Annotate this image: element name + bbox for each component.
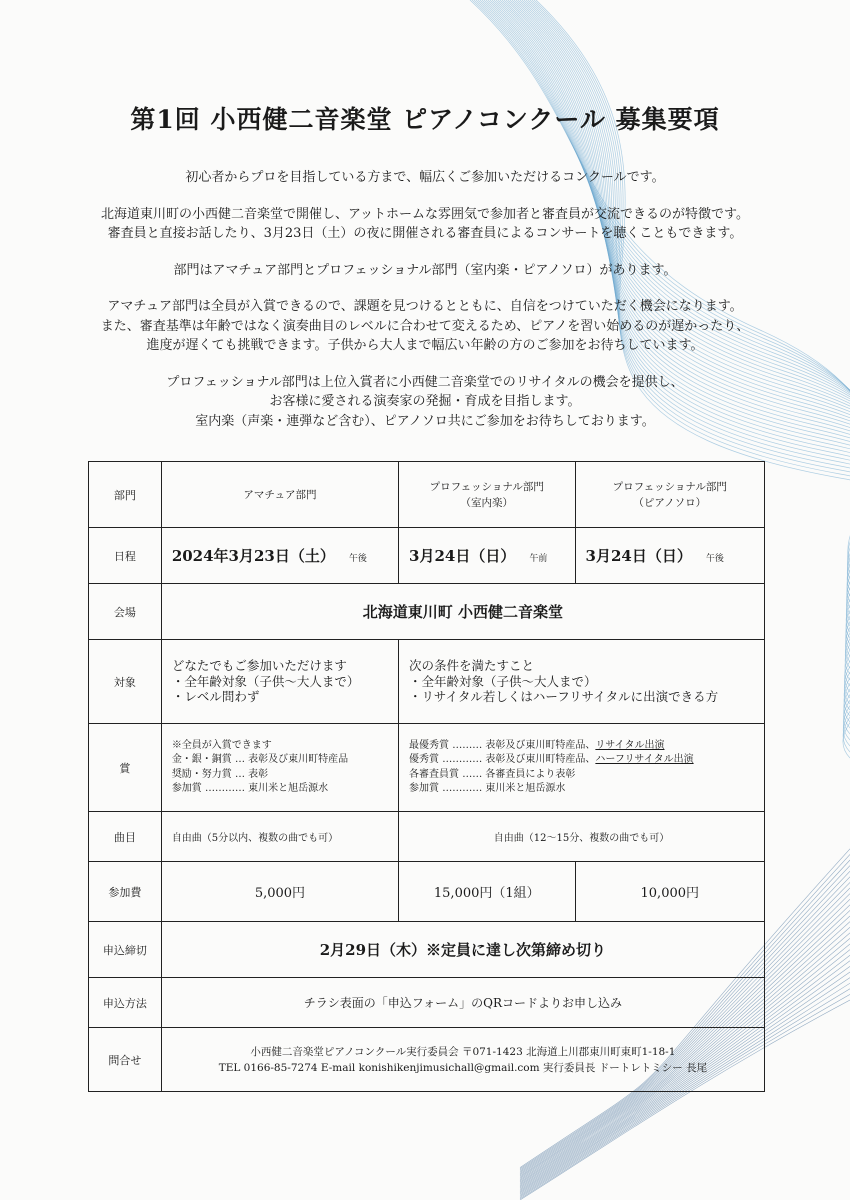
intro-paragraph <box>40 168 810 188</box>
page-title: 第1回 小西健二音楽堂 ピアノコンクール 募集要項 <box>130 105 720 134</box>
row-label-division: 部門 <box>89 462 162 528</box>
fee-pro-chamber: 15,000円（1組） <box>399 862 576 922</box>
intro-line: 部門はアマチュア部門とプロフェッショナル部門（室内楽・ピアノソロ）があります。 <box>173 262 677 278</box>
intro-paragraph <box>40 373 810 432</box>
intro-line: アマチュア部門は全員が入賞できるので、課題を見つけるとともに、自信をつけていただく機会になります。 <box>107 299 743 314</box>
award-pro-line: 最優秀賞 ……… 表彰及び東川町特産品、リサイタル出演 <box>409 739 665 751</box>
intro-paragraph <box>40 261 810 281</box>
intro-line: 室内楽（声楽・連弾など含む）、ピアノソロ共にご参加をお待ちしております。 <box>195 413 655 429</box>
row-label-schedule: 日程 <box>89 528 162 584</box>
target-pro: 次の条件を満たすこと ・全年齢対象（子供～大人まで） ・リサイタル若しくはハーフリサイタルに出演できる方 <box>399 640 765 724</box>
row-fee <box>89 862 765 922</box>
piece-pro: 自由曲（12～15分、複数の曲でも可） <box>399 812 765 862</box>
row-label-deadline: 申込締切 <box>89 922 162 978</box>
intro-line: 審査員と直接お話したり、3月23日（土）の夜に開催される審査員によるコンサートを聴くこともできます。 <box>107 226 743 241</box>
info-table <box>88 461 765 1092</box>
intro-line: 初心者からプロを目指している方まで、幅広くご参加いただけるコンクールです。 <box>185 170 665 185</box>
row-label-piece: 曲目 <box>89 812 162 862</box>
row-schedule <box>89 528 765 584</box>
schedule-amateur: 2024年3月23日（土） 午後 <box>161 528 398 584</box>
deadline-value: 2月29日（木）※定員に達し次第締め切り <box>161 922 764 978</box>
fee-amateur: 5,000円 <box>161 862 398 922</box>
intro-line: また、審査基準は年齢ではなく演奏曲目のレベルに合わせて変えるため、ピアノを習い始めるのが遅かったり、 <box>100 318 750 334</box>
row-deadline <box>89 922 765 978</box>
row-division <box>89 462 765 528</box>
division-pro-chamber: プロフェッショナル部門 （室内楽） <box>399 462 576 528</box>
row-contact <box>89 1028 765 1092</box>
division-pro-solo: プロフェッショナル部門 （ピアノソロ） <box>575 462 764 528</box>
award-amateur: ※全員が入賞できます 金・銀・銅賞 … 表彰及び東川町特産品 奨励・努力賞 … 表彰 参加賞 ………… 東川米と旭岳源水 <box>161 724 398 812</box>
intro-line: プロフェッショナル部門は上位入賞者に小西健二音楽堂でのリサイタルの機会を提供し、 <box>166 374 684 390</box>
intro-line: お客様に愛される演奏家の発掘・育成を目指します。 <box>269 394 581 409</box>
intro-paragraph <box>40 297 810 356</box>
row-label-fee: 参加費 <box>89 862 162 922</box>
contact-value: 小西健二音楽堂ピアノコンクール実行委員会 〒071-1423 北海道上川郡東川町東町1-18-1 TEL 0166-85-7274 E-mail konishikenjimusichall@gmail.com 実行委員長 ドートレトミシー 長尾 <box>161 1028 764 1092</box>
intro-line: 進度が遅くても挑戦できます。子供から大人まで幅広い年齢の方のご参加をお待ちしています。 <box>146 338 704 353</box>
row-label-award: 賞 <box>89 724 162 812</box>
schedule-pro-chamber: 3月24日（日） 午前 <box>399 528 576 584</box>
row-piece <box>89 812 765 862</box>
intro-line: 北海道東川町の小西健二音楽堂で開催し、アットホームな雰囲気で参加者と審査員が交流できるのが特徴です。 <box>100 206 750 222</box>
schedule-pro-solo: 3月24日（日） 午後 <box>575 528 764 584</box>
row-label-contact: 問合せ <box>89 1028 162 1092</box>
intro-text <box>40 168 810 448</box>
target-amateur: どなたでもご参加いただけます ・全年齢対象（子供～大人まで） ・レベル問わず <box>161 640 398 724</box>
piece-amateur: 自由曲（5分以内、複数の曲でも可） <box>161 812 398 862</box>
row-award <box>89 724 765 812</box>
row-label-venue: 会場 <box>89 584 162 640</box>
row-method <box>89 978 765 1028</box>
method-value: チラシ表面の「申込フォーム」のQRコードよりお申し込み <box>161 978 764 1028</box>
row-label-target: 対象 <box>89 640 162 724</box>
division-amateur: アマチュア部門 <box>161 462 398 528</box>
row-label-method: 申込方法 <box>89 978 162 1028</box>
venue-value: 北海道東川町 小西健二音楽堂 <box>161 584 764 640</box>
award-pro-line: 参加賞 ………… 東川米と旭岳源水 <box>409 783 566 794</box>
row-venue <box>89 584 765 640</box>
row-target <box>89 640 765 724</box>
award-pro-line: 各審査員賞 …… 各審査員により表彰 <box>409 768 576 780</box>
award-pro <box>399 724 765 812</box>
intro-paragraph <box>40 205 810 244</box>
award-pro-line: 優秀賞 ………… 表彰及び東川町特産品、ハーフリサイタル出演 <box>409 754 694 765</box>
fee-pro-solo: 10,000円 <box>575 862 764 922</box>
